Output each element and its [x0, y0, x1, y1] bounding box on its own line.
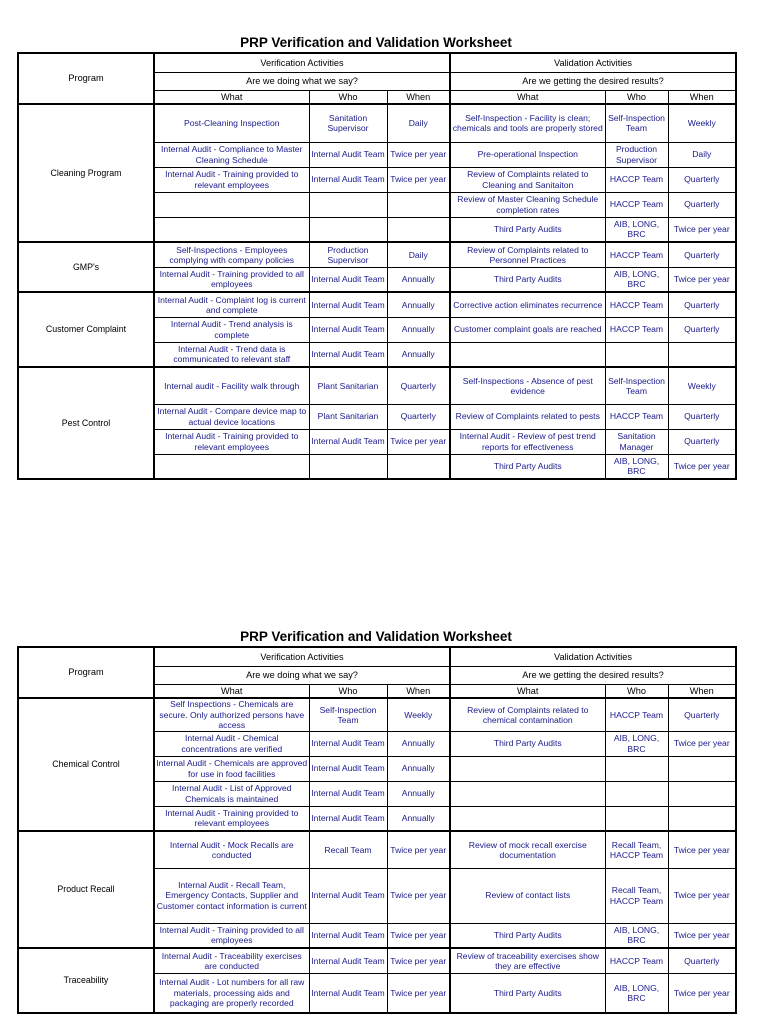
verification-what-cell: Internal Audit - Compliance to Master Cleaning Schedule — [154, 142, 309, 167]
table-row — [18, 292, 736, 317]
validation-who-cell: AIB, LONG, BRC — [605, 923, 668, 948]
verification-when-cell: Twice per year — [387, 142, 450, 167]
validation-who-cell: HACCP Team — [605, 192, 668, 217]
worksheet-table — [17, 52, 737, 480]
validation-who-cell: Self-Inspection Team — [605, 367, 668, 404]
validation-when-cell: Twice per year — [668, 831, 736, 868]
verification-who-cell: Internal Audit Team — [309, 342, 387, 367]
validation-what-cell — [450, 342, 605, 367]
verification-what-cell: Internal audit - Facility walk through — [154, 367, 309, 404]
validation-what-cell: Third Party Audits — [450, 454, 605, 479]
validation-what-cell: Self-Inspection - Facility is clean; chemicals and tools are properly stored — [450, 104, 605, 142]
verification-who-cell: Internal Audit Team — [309, 923, 387, 948]
validation-what-cell — [450, 806, 605, 831]
column-header-what: What — [450, 90, 605, 104]
verification-when-cell: Twice per year — [387, 167, 450, 192]
verification-what-cell: Internal Audit - Complaint log is current and complete — [154, 292, 309, 317]
validation-what-cell: Review of traceability exercises show they are effective — [450, 948, 605, 973]
program-header: Program — [18, 647, 154, 698]
program-name-cell: Pest Control — [18, 367, 154, 479]
table-row — [18, 242, 736, 267]
verification-when-cell: Annually — [387, 267, 450, 292]
verification-when-cell: Twice per year — [387, 973, 450, 1013]
verification-when-cell: Quarterly — [387, 404, 450, 429]
verification-when-cell: Twice per year — [387, 831, 450, 868]
verification-when-cell: Annually — [387, 806, 450, 831]
validation-what-cell: Review of Complaints related to chemical contamination — [450, 698, 605, 731]
worksheet-1 — [17, 34, 735, 480]
validation-when-cell: Quarterly — [668, 242, 736, 267]
validation-when-cell: Quarterly — [668, 948, 736, 973]
verification-activities-header: Verification Activities — [154, 647, 450, 666]
validation-who-cell: HACCP Team — [605, 242, 668, 267]
validation-who-cell — [605, 806, 668, 831]
validation-what-cell: Third Party Audits — [450, 217, 605, 242]
verification-who-cell — [309, 192, 387, 217]
verification-who-cell: Internal Audit Team — [309, 781, 387, 806]
verification-who-cell: Internal Audit Team — [309, 731, 387, 756]
verification-who-cell: Internal Audit Team — [309, 868, 387, 923]
validation-who-cell: AIB, LONG, BRC — [605, 454, 668, 479]
validation-who-cell: HACCP Team — [605, 404, 668, 429]
verification-when-cell: Twice per year — [387, 429, 450, 454]
validation-who-cell — [605, 781, 668, 806]
verification-who-cell: Internal Audit Team — [309, 429, 387, 454]
validation-what-cell: Customer complaint goals are reached — [450, 317, 605, 342]
validation-what-cell: Third Party Audits — [450, 923, 605, 948]
verification-what-cell: Internal Audit - Mock Recalls are conducted — [154, 831, 309, 868]
column-header-what: What — [154, 90, 309, 104]
verification-when-cell: Daily — [387, 242, 450, 267]
verification-who-cell: Internal Audit Team — [309, 292, 387, 317]
validation-when-cell: Twice per year — [668, 217, 736, 242]
verification-who-cell: Plant Sanitarian — [309, 404, 387, 429]
validation-what-cell: Review of mock recall exercise documentation — [450, 831, 605, 868]
validation-what-cell: Third Party Audits — [450, 267, 605, 292]
program-name-cell: Customer Complaint — [18, 292, 154, 367]
validation-what-cell: Review of Complaints related to Cleaning and Sanitaiton — [450, 167, 605, 192]
verification-what-cell — [154, 454, 309, 479]
validation-who-cell — [605, 756, 668, 781]
column-header-what: What — [154, 684, 309, 698]
verification-when-cell: Weekly — [387, 698, 450, 731]
verification-what-cell: Post-Cleaning Inspection — [154, 104, 309, 142]
validation-what-cell: Review of Complaints related to Personnel Practices — [450, 242, 605, 267]
verification-who-cell: Internal Audit Team — [309, 973, 387, 1013]
verification-what-cell: Internal Audit - List of Approved Chemicals is maintained — [154, 781, 309, 806]
validation-what-cell: Third Party Audits — [450, 731, 605, 756]
verification-what-cell: Internal Audit - Chemicals are approved for use in food facilities — [154, 756, 309, 781]
validation-who-cell: Sanitation Manager — [605, 429, 668, 454]
verification-when-cell: Annually — [387, 756, 450, 781]
validation-who-cell: Recall Team, HACCP Team — [605, 868, 668, 923]
verification-when-cell: Annually — [387, 317, 450, 342]
verification-when-cell: Daily — [387, 104, 450, 142]
validation-when-cell — [668, 342, 736, 367]
validation-when-cell: Twice per year — [668, 454, 736, 479]
validation-when-cell: Twice per year — [668, 923, 736, 948]
program-name-cell: GMP's — [18, 242, 154, 292]
validation-who-cell: HACCP Team — [605, 948, 668, 973]
validation-who-cell: AIB, LONG, BRC — [605, 267, 668, 292]
validation-when-cell: Weekly — [668, 367, 736, 404]
validation-what-cell: Review of Complaints related to pests — [450, 404, 605, 429]
column-header-when: When — [387, 90, 450, 104]
validation-question: Are we getting the desired results? — [450, 72, 736, 90]
verification-activities-header: Verification Activities — [154, 53, 450, 72]
validation-who-cell: AIB, LONG, BRC — [605, 973, 668, 1013]
verification-who-cell — [309, 217, 387, 242]
verification-who-cell: Production Supervisor — [309, 242, 387, 267]
verification-what-cell: Self Inspections - Chemicals are secure. Only authorized persons have access — [154, 698, 309, 731]
validation-who-cell: Self-Inspection Team — [605, 104, 668, 142]
validation-activities-header: Validation Activities — [450, 647, 736, 666]
validation-who-cell: AIB, LONG, BRC — [605, 731, 668, 756]
verification-who-cell: Internal Audit Team — [309, 756, 387, 781]
validation-question: Are we getting the desired results? — [450, 666, 736, 684]
verification-when-cell: Annually — [387, 342, 450, 367]
verification-when-cell — [387, 192, 450, 217]
validation-when-cell: Twice per year — [668, 731, 736, 756]
table-row — [18, 948, 736, 973]
verification-when-cell: Twice per year — [387, 868, 450, 923]
program-name-cell: Traceability — [18, 948, 154, 1013]
column-header-who: Who — [309, 90, 387, 104]
validation-when-cell: Weekly — [668, 104, 736, 142]
verification-when-cell: Quarterly — [387, 367, 450, 404]
verification-when-cell: Annually — [387, 292, 450, 317]
validation-what-cell: Self-Inspections - Absence of pest evidence — [450, 367, 605, 404]
program-name-cell: Cleaning Program — [18, 104, 154, 242]
validation-who-cell: AIB, LONG, BRC — [605, 217, 668, 242]
validation-when-cell — [668, 806, 736, 831]
verification-what-cell — [154, 217, 309, 242]
worksheet-table — [17, 646, 737, 1014]
validation-what-cell: Internal Audit - Review of pest trend reports for effectiveness — [450, 429, 605, 454]
table-row — [18, 104, 736, 142]
validation-when-cell: Quarterly — [668, 192, 736, 217]
verification-what-cell: Internal Audit - Training provided to all employees — [154, 923, 309, 948]
validation-what-cell: Third Party Audits — [450, 973, 605, 1013]
validation-activities-header: Validation Activities — [450, 53, 736, 72]
verification-what-cell: Internal Audit - Recall Team, Emergency Contacts, Supplier and Customer contact information is current — [154, 868, 309, 923]
column-header-who: Who — [309, 684, 387, 698]
validation-what-cell: Review of Master Cleaning Schedule completion rates — [450, 192, 605, 217]
table-row — [18, 831, 736, 868]
validation-what-cell: Review of contact lists — [450, 868, 605, 923]
validation-when-cell: Quarterly — [668, 404, 736, 429]
validation-what-cell — [450, 781, 605, 806]
worksheet-title: PRP Verification and Validation Worksheet — [240, 35, 512, 50]
verification-what-cell: Internal Audit - Compare device map to actual device locations — [154, 404, 309, 429]
verification-what-cell: Self-Inspections - Employees complying with company policies — [154, 242, 309, 267]
program-name-cell: Chemical Control — [18, 698, 154, 831]
verification-who-cell: Recall Team — [309, 831, 387, 868]
verification-when-cell: Twice per year — [387, 923, 450, 948]
validation-what-cell — [450, 756, 605, 781]
verification-who-cell: Self-Inspection Team — [309, 698, 387, 731]
validation-what-cell: Corrective action eliminates recurrence — [450, 292, 605, 317]
verification-what-cell: Internal Audit - Chemical concentrations are verified — [154, 731, 309, 756]
verification-what-cell — [154, 192, 309, 217]
verification-question: Are we doing what we say? — [154, 666, 450, 684]
column-header-when: When — [387, 684, 450, 698]
column-header-when: When — [668, 90, 736, 104]
worksheet-2 — [17, 628, 735, 1014]
validation-when-cell: Twice per year — [668, 973, 736, 1013]
verification-what-cell: Internal Audit - Training provided to relevant employees — [154, 429, 309, 454]
table-row — [18, 367, 736, 404]
verification-what-cell: Internal Audit - Trend data is communicated to relevant staff — [154, 342, 309, 367]
validation-when-cell — [668, 781, 736, 806]
verification-question: Are we doing what we say? — [154, 72, 450, 90]
verification-what-cell: Internal Audit - Training provided to relevant employees — [154, 806, 309, 831]
table-row — [18, 698, 736, 731]
validation-when-cell: Quarterly — [668, 698, 736, 731]
verification-when-cell — [387, 454, 450, 479]
column-header-when: When — [668, 684, 736, 698]
verification-what-cell: Internal Audit - Traceability exercises are conducted — [154, 948, 309, 973]
verification-who-cell: Internal Audit Team — [309, 142, 387, 167]
validation-when-cell: Twice per year — [668, 868, 736, 923]
verification-who-cell — [309, 454, 387, 479]
validation-when-cell: Quarterly — [668, 167, 736, 192]
verification-who-cell: Plant Sanitarian — [309, 367, 387, 404]
validation-when-cell: Quarterly — [668, 292, 736, 317]
verification-who-cell: Sanitation Supervisor — [309, 104, 387, 142]
validation-when-cell: Quarterly — [668, 317, 736, 342]
validation-when-cell: Quarterly — [668, 429, 736, 454]
program-header: Program — [18, 53, 154, 104]
validation-who-cell: HACCP Team — [605, 292, 668, 317]
validation-what-cell: Pre-operational Inspection — [450, 142, 605, 167]
validation-who-cell: HACCP Team — [605, 167, 668, 192]
verification-when-cell: Twice per year — [387, 948, 450, 973]
header-row — [18, 647, 736, 666]
validation-who-cell: HACCP Team — [605, 698, 668, 731]
validation-when-cell: Daily — [668, 142, 736, 167]
validation-who-cell — [605, 342, 668, 367]
validation-when-cell — [668, 756, 736, 781]
verification-who-cell: Internal Audit Team — [309, 167, 387, 192]
verification-what-cell: Internal Audit - Training provided to relevant employees — [154, 167, 309, 192]
verification-who-cell: Internal Audit Team — [309, 267, 387, 292]
verification-who-cell: Internal Audit Team — [309, 806, 387, 831]
header-row — [18, 53, 736, 72]
verification-what-cell: Internal Audit - Training provided to all employees — [154, 267, 309, 292]
verification-when-cell — [387, 217, 450, 242]
verification-when-cell: Annually — [387, 781, 450, 806]
column-header-who: Who — [605, 684, 668, 698]
column-header-who: Who — [605, 90, 668, 104]
verification-what-cell: Internal Audit - Trend analysis is complete — [154, 317, 309, 342]
column-header-what: What — [450, 684, 605, 698]
validation-when-cell: Twice per year — [668, 267, 736, 292]
worksheet-title: PRP Verification and Validation Worksheet — [240, 629, 512, 644]
validation-who-cell: HACCP Team — [605, 317, 668, 342]
verification-who-cell: Internal Audit Team — [309, 317, 387, 342]
validation-who-cell: Production Supervisor — [605, 142, 668, 167]
verification-who-cell: Internal Audit Team — [309, 948, 387, 973]
verification-what-cell: Internal Audit - Lot numbers for all raw materials, processing aids and packaging are properly recorded — [154, 973, 309, 1013]
program-name-cell: Product Recall — [18, 831, 154, 948]
verification-when-cell: Annually — [387, 731, 450, 756]
validation-who-cell: Recall Team, HACCP Team — [605, 831, 668, 868]
